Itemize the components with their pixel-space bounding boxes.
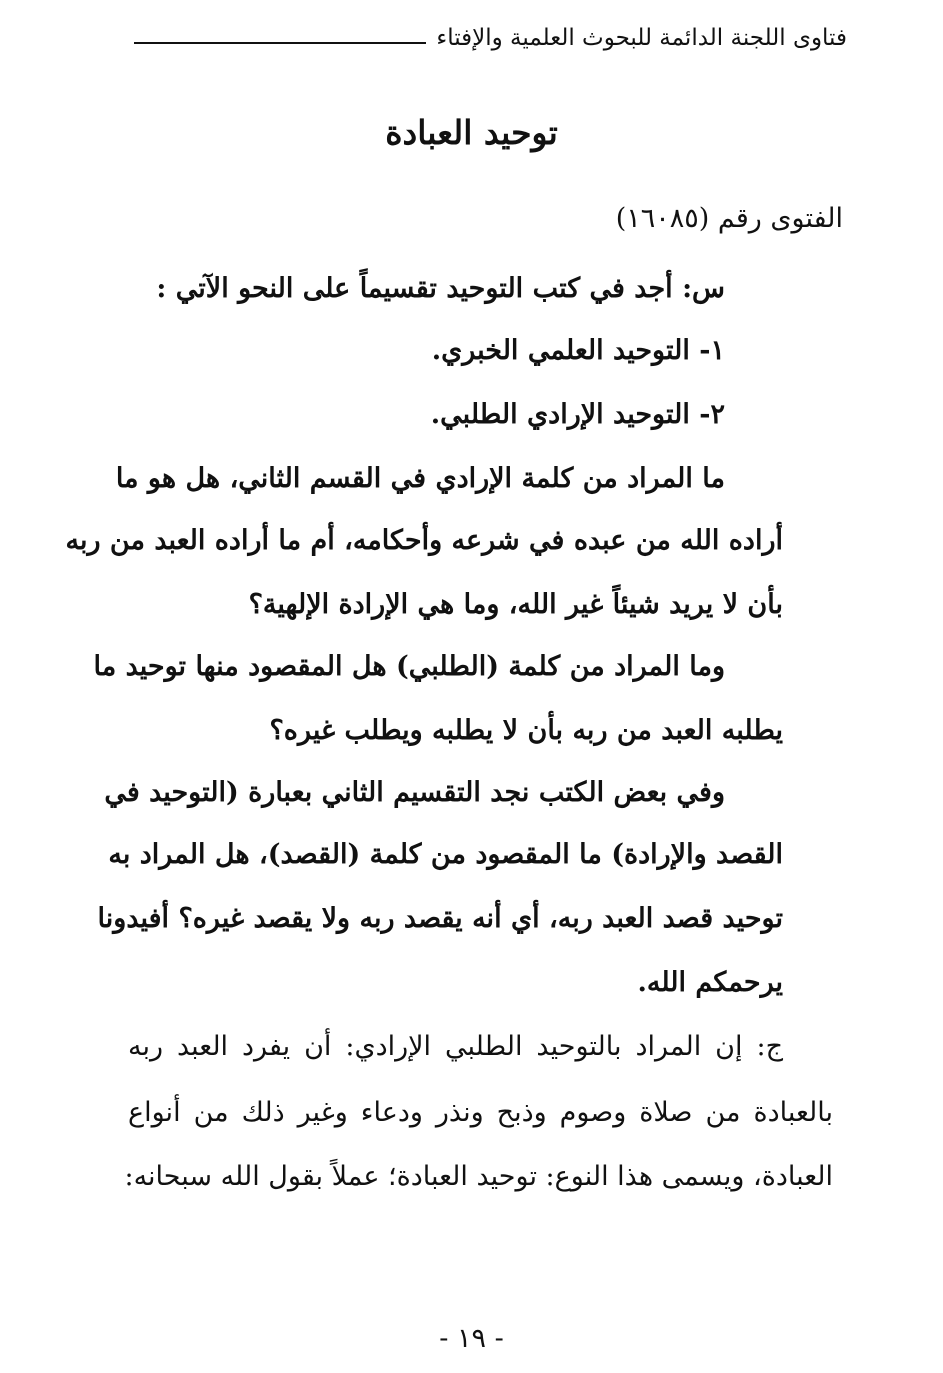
question-line: أراده الله من عبده في شرعه وأحكامه، أم ما أراده العبد من ربه — [65, 525, 783, 556]
question-line: وما المراد من كلمة (الطلبي) هل المقصود منها توحيد ما — [93, 651, 725, 682]
header-rule — [134, 42, 426, 44]
running-title: فتاوى اللجنة الدائمة للبحوث العلمية والإفتاء — [436, 25, 847, 51]
question-line: ١- التوحيد العلمي الخبري. — [431, 335, 725, 366]
page-number: - ١٩ - — [439, 1323, 504, 1354]
answer-line: ج: إن المراد بالتوحيد الطلبي الإرادي: أن يفرد العبد ربه — [128, 1031, 783, 1062]
question-line: يرحمكم الله. — [637, 967, 783, 998]
answer-line: العبادة، ويسمى هذا النوع: توحيد العبادة؛ عملاً بقول الله سبحانه: — [124, 1161, 833, 1192]
question-line: ٢- التوحيد الإرادي الطلبي. — [430, 399, 725, 430]
question-line: يطلبه العبد من ربه بأن لا يطلبه ويطلب غيره؟ — [269, 715, 783, 746]
question-line: وفي بعض الكتب نجد التقسيم الثاني بعبارة (التوحيد في — [104, 777, 725, 808]
fatwa-number: الفتوى رقم (١٦٠٨٥) — [615, 203, 843, 234]
section-title: توحيد العبادة — [385, 113, 558, 152]
answer-line: بالعبادة من صلاة وصوم وذبح ونذر ودعاء وغير ذلك من أنواع — [128, 1097, 833, 1128]
question-line: ما المراد من كلمة الإرادي في القسم الثاني، هل هو ما — [115, 463, 725, 494]
running-header — [134, 18, 847, 58]
question-line: بأن لا يريد شيئاً غير الله، وما هي الإرادة الإلهية؟ — [248, 589, 783, 620]
question-line: توحيد قصد العبد ربه، أي أنه يقصد ربه ولا يقصد غيره؟ أفيدونا — [97, 903, 783, 934]
question-line: س: أجد في كتب التوحيد تقسيماً على النحو الآتي : — [156, 273, 725, 304]
question-line: القصد والإرادة) ما المقصود من كلمة (القصد)، هل المراد به — [108, 839, 783, 870]
